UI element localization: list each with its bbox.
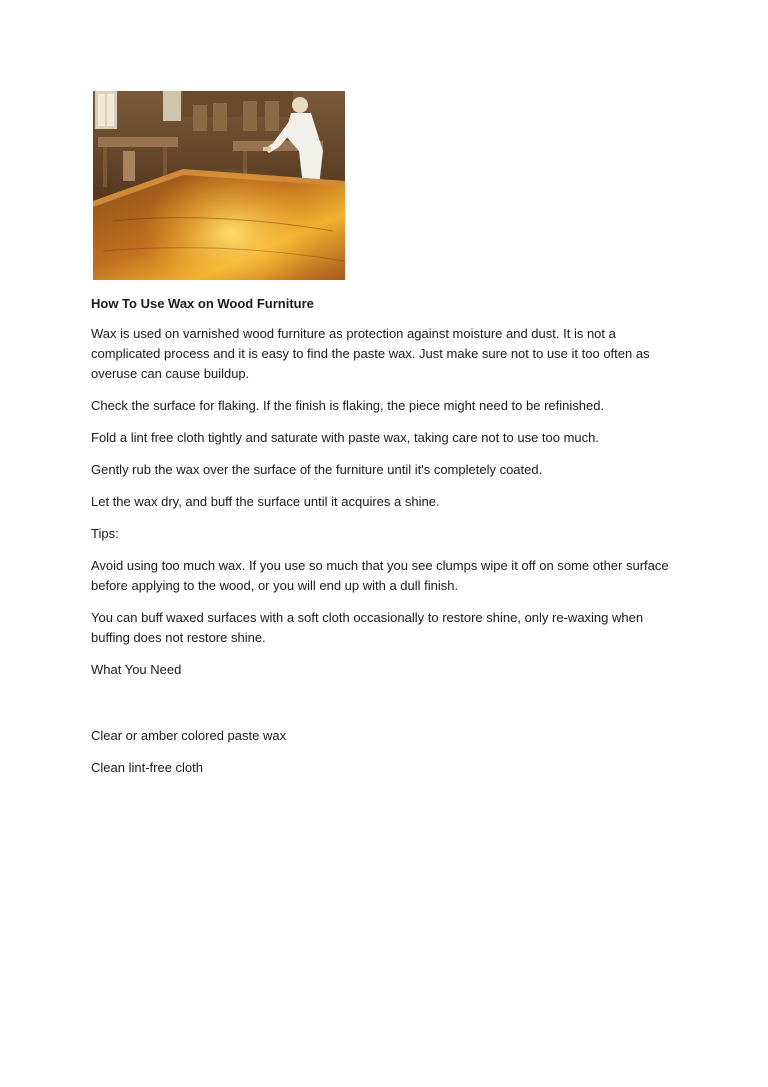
furniture-waxing-photo	[93, 91, 345, 280]
step-paragraph: Gently rub the wax over the surface of the furniture until it's completely coated.	[91, 462, 543, 477]
tips-heading: Tips:	[91, 526, 119, 541]
need-item: Clear or amber colored paste wax	[91, 728, 287, 743]
blank-line	[91, 692, 681, 726]
step-paragraph: Let the wax dry, and buff the surface until it acquires a shine.	[91, 494, 440, 509]
needs-heading: What You Need	[91, 662, 182, 677]
article-body	[91, 294, 681, 790]
need-item: Clean lint-free cloth	[91, 760, 203, 775]
tip-paragraph: Avoid using too much wax. If you use so much that you see clumps wipe it off on some other surface before applying to the wood, or you will end up with a dull finish.	[91, 558, 669, 593]
article-title: How To Use Wax on Wood Furniture	[91, 296, 314, 311]
step-paragraph: Check the surface for flaking. If the finish is flaking, the piece might need to be refinished.	[91, 398, 605, 413]
intro-paragraph: Wax is used on varnished wood furniture as protection against moisture and dust. It is not a complicated process and it is easy to find the paste wax. Just make sure not to use it too often as overuse can cause buildup.	[91, 326, 650, 381]
step-paragraph: Fold a lint free cloth tightly and saturate with paste wax, taking care not to use too much.	[91, 430, 599, 445]
tip-paragraph: You can buff waxed surfaces with a soft cloth occasionally to restore shine, only re-waxing when buffing does not restore shine.	[91, 610, 644, 645]
